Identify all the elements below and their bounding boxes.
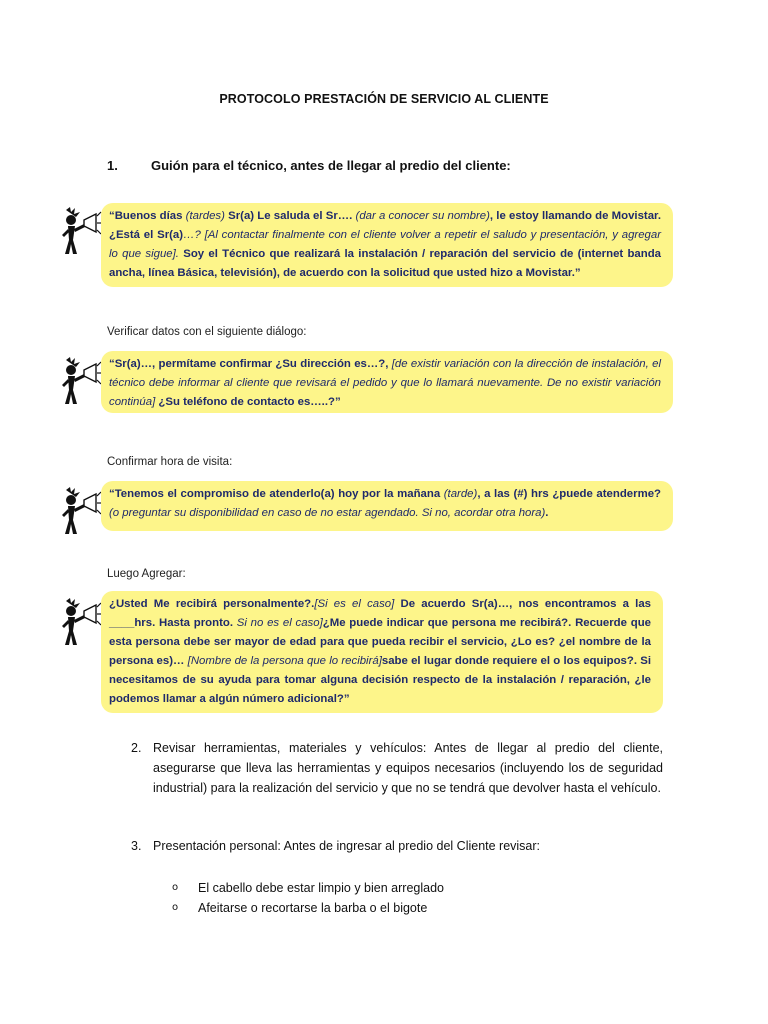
speaking-figure-icon <box>60 597 102 649</box>
item-3-number: 3. <box>131 839 142 853</box>
verify-label: Verificar datos con el siguiente diálogo: <box>107 326 307 338</box>
list-item-text: Afeitarse o recortarse la barba o el bigote <box>198 901 428 915</box>
grooming-list <box>172 878 444 918</box>
luego-text-5: ¿Me puede indicar que persona me recibirá?. Recuerde que esta persona debe ser mayor de edad para que pueda recibir el servicio, ¿Lo es? ¿el nombre de la persona es)… <box>109 617 651 667</box>
confirm-text-4: (o preguntar su disponibilidad en caso de no estar agendado. Si no, acordar otra hora) <box>109 507 546 519</box>
greeting-text-6: …? [Al contactar finalmente con el cliente volver a repetir el saludo y presentación, y agregar lo que sigue]. <box>109 229 661 260</box>
verify-text-3: ¿Su teléfono de contacto es…..?” <box>155 396 341 408</box>
item-3-text: Presentación personal: Antes de ingresar al predio del Cliente revisar: <box>153 839 541 853</box>
dialogue-box-greeting <box>101 203 673 287</box>
greeting-text-5: , le estoy llamando de Movistar. ¿Está el Sr(a) <box>109 210 662 241</box>
section-1-text: Guión para el técnico, antes de llegar al predio del cliente: <box>151 158 511 173</box>
list-item <box>172 878 444 898</box>
verify-text-1: “Sr(a)…, permítame confirmar ¿Su dirección es…?, <box>109 358 389 370</box>
bullet-marker: o <box>172 882 179 893</box>
luego-text-4: Si no es el caso] <box>236 617 323 629</box>
dialogue-box-confirm <box>101 481 673 531</box>
greeting-text-4: (dar a conocer su nombre) <box>355 210 490 222</box>
luego-text-6: [Nombre de la persona que lo recibirá] <box>187 655 382 667</box>
item-2-number: 2. <box>131 741 142 755</box>
confirm-label: Confirmar hora de visita: <box>107 456 233 468</box>
dialogue-box-verify <box>101 351 673 413</box>
greeting-text-7: Soy el Técnico que realizará la instalación / reparación del servicio de (internet banda ancha, línea Básica, televisión), de acuerdo con la solicitud que usted hizo a Movistar.” <box>109 248 662 279</box>
confirm-text-5: . <box>545 507 549 519</box>
speaking-figure-icon <box>60 356 102 408</box>
section-1-heading <box>107 158 667 173</box>
verify-text-2: [de existir variación con la dirección de instalación, el técnico debe informar al cliente que revisará el pedido y que lo llamará nuevamente. De no existir variación continúa] <box>109 358 661 408</box>
speaking-figure-icon <box>60 206 102 258</box>
dialogue-box-luego <box>101 591 663 713</box>
bullet-marker: o <box>172 902 179 913</box>
item-3 <box>131 836 663 856</box>
confirm-text-2: (tarde) <box>443 488 478 500</box>
greeting-text-3: Sr(a) Le saluda el Sr…. <box>224 210 356 222</box>
list-item <box>172 898 444 918</box>
luego-text-3: De acuerdo Sr(a)…, nos encontramos a las ____hrs. Hasta pronto. <box>109 598 651 629</box>
luego-text-1: ¿Usted Me recibirá personalmente?. <box>109 598 315 610</box>
confirm-text-3: , a las (#) hrs ¿puede atenderme? <box>477 488 661 500</box>
luego-label: Luego Agregar: <box>107 568 186 580</box>
confirm-text-1: “Tenemos el compromiso de atenderlo(a) hoy por la mañana <box>109 488 444 500</box>
item-2 <box>131 738 663 798</box>
greeting-text-1: “Buenos días <box>109 210 186 222</box>
luego-text-2: [Si es el caso] <box>314 598 395 610</box>
list-item-text: El cabello debe estar limpio y bien arreglado <box>198 881 444 895</box>
greeting-text-2: (tardes) <box>185 210 225 222</box>
luego-text-7: sabe el lugar donde requiere el o los equipos?. Si necesitamos de su ayuda para tomar alguna decisión respecto de la instalación / reparación, ¿le podemos llamar a algún número adicional?” <box>109 655 651 705</box>
speaking-figure-icon <box>60 486 102 538</box>
section-1-number: 1. <box>107 158 118 173</box>
document-title: PROTOCOLO PRESTACIÓN DE SERVICIO AL CLIENTE <box>219 92 549 106</box>
item-2-text: Revisar herramientas, materiales y vehículos: Antes de llegar al predio del cliente, asegurarse que lleva las herramientas y equipos necesarios (incluyendo los de seguridad industrial) para la realización del servicio y que no se tendrá que devolver hasta el vehículo. <box>153 741 663 795</box>
